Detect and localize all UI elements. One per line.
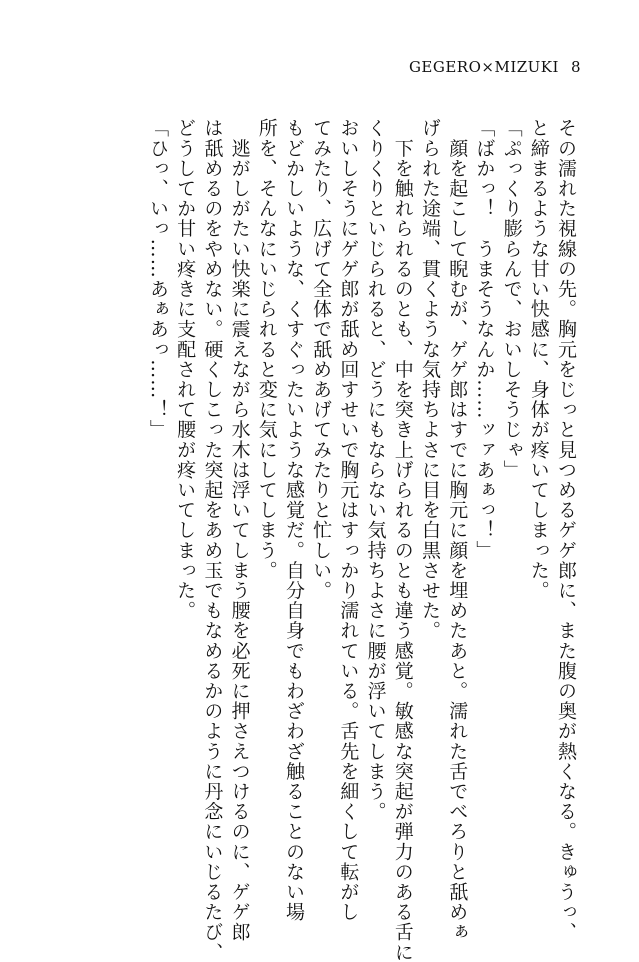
vertical-body-text (144, 118, 579, 962)
text-line: と締まるような甘い快感に、身体が疼いてしまった。 (527, 118, 550, 601)
text-line: 逃がしがたい快楽に震えながら水木は浮いてしまう腰を必死に押さえつけるのに、ゲゲ郎 (228, 118, 251, 943)
page-number: 8 (570, 58, 581, 76)
text-line: その濡れた視線の先。胸元をじっと見つめるゲゲ郎に、また腹の奥が熱くなる。きゅうっ、 (555, 118, 577, 943)
text-line: げられた途端、貫くような気持ちよさに目を白黒させた。 (418, 118, 441, 641)
text-line: 「ばかっ！ うまそうなんか……ッァあぁっ！」 (473, 118, 496, 561)
running-title: GEGERO×MIZUKI (408, 58, 559, 76)
text-line: 「ぷっくり膨らんで、おいしそうじゃ」 (500, 118, 523, 480)
text-line: 所を、そんなにいじられると変に気にしてしまう。 (255, 118, 278, 581)
text-line: は舐めるのをやめない。硬くしこった突起をあめ玉でもなめるかのように丹念にいじるたび、 (201, 118, 224, 962)
text-line: 顔を起こして睨むが、ゲゲ郎はすでに胸元に顔を埋めたあと。濡れた舌でべろりと舐めぁ (446, 118, 469, 943)
text-line: くりくりといじられると、どうにもならない気持ちよさに腰が浮いてしまう。 (364, 118, 387, 822)
running-header (409, 58, 581, 76)
text-line: 下を触れられるのとも、中を突き上げられるのとも違う感覚。敏感な突起が弾力のある舌に (391, 118, 414, 962)
text-line: もどかしいような、くすぐったいような感覚だ。自分自身でもわざわざ触ることのない場 (282, 118, 305, 922)
text-line: どうしてか甘い疼きに支配されて腰が疼いてしまった。 (174, 118, 197, 621)
text-line: おいしそうにゲゲ郎が舐め回すせいで胸元はすっかり濡れている。舌先を細くして転がし (337, 118, 360, 922)
text-line: てみたり、広げて全体で舐めあげてみたりと忙しい。 (310, 118, 333, 601)
text-line: 「ひっ、いっ……あぁあっ……！」 (146, 118, 169, 440)
